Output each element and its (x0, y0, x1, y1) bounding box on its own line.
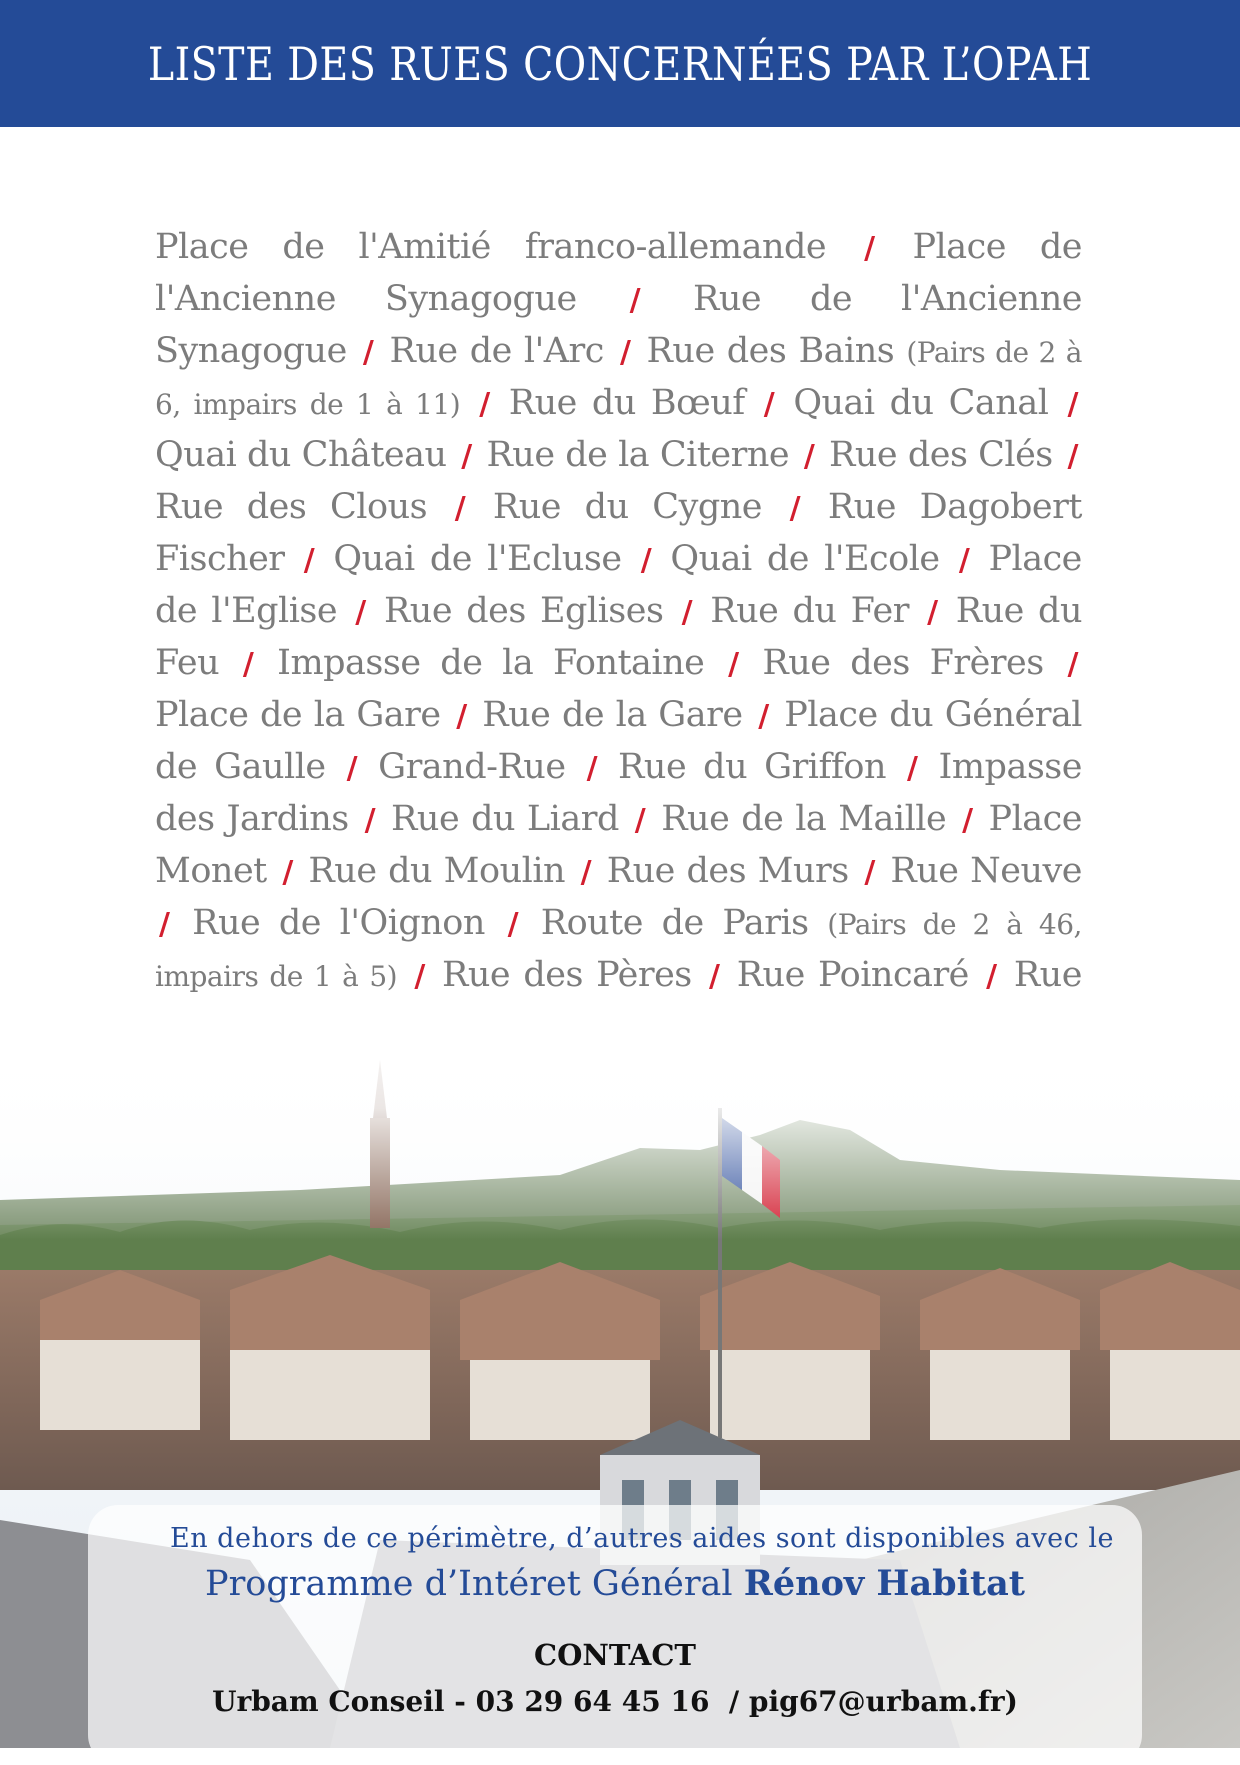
street-item: Rue de la Citerne (486, 435, 790, 475)
street-separator: / (355, 595, 366, 630)
street-separator: / (1067, 647, 1078, 682)
street-item: Place de l'Amitié franco-allemande (155, 227, 827, 267)
contact-title: CONTACT (533, 1638, 696, 1672)
street-separator: / (709, 959, 720, 994)
street-separator: / (303, 543, 315, 578)
street-note: (Pairs de 2 à 6, impairs de 1 à 11) (155, 336, 1082, 421)
street-item: Impasse de la Fontaine (277, 643, 705, 683)
street-item: Place de la Gare (155, 695, 441, 735)
street-separator: / (958, 543, 970, 578)
street-separator: / (454, 491, 466, 526)
street-item: Rue des Clous (155, 487, 428, 527)
street-separator: / (864, 855, 875, 890)
info-box (88, 1505, 1142, 1765)
street-item: Place de l'Ancienne Synagogue (155, 227, 1082, 319)
street-item: Quai du Canal (793, 383, 1049, 423)
street-separator: / (362, 335, 374, 370)
street-separator: / (461, 439, 472, 474)
street-separator: / (640, 543, 652, 578)
street-separator: / (803, 439, 815, 474)
street-item: Route de Paris (540, 903, 809, 943)
street-separator: / (629, 283, 641, 318)
street-item: Rue de la Gare (482, 695, 743, 735)
street-item: Rue Poincaré (736, 955, 969, 995)
street-separator: / (414, 959, 425, 994)
street-item: Rue du Moulin (308, 851, 566, 891)
street-item: Rue de la Maille (661, 799, 947, 839)
street-separator: / (364, 803, 376, 838)
header-banner (0, 0, 1240, 127)
program-title (88, 1563, 1142, 1604)
street-item: Impasse des Jardins (155, 747, 1082, 839)
street-item: Rue des Murs (606, 851, 849, 891)
street-item: Rue Neuve (890, 851, 1082, 891)
street-item: Rue de l'Ancienne Synagogue (155, 279, 1082, 371)
street-separator: / (586, 751, 598, 786)
page-title: LISTE DES RUES CONCERNÉES PAR L’OPAH (147, 36, 1093, 91)
street-item: Rue du Griffon (618, 747, 887, 787)
street-separator: / (580, 855, 592, 890)
street-separator: / (681, 595, 693, 630)
street-item: Rue Dagobert Fischer (155, 487, 1082, 579)
street-separator: / (927, 595, 938, 630)
street-item: Rue du Cygne (492, 487, 762, 527)
street-item: Rue du Feu (155, 591, 1082, 683)
street-separator: / (907, 751, 918, 786)
street-separator: / (242, 647, 254, 682)
street-separator: / (456, 699, 467, 734)
street-separator: / (789, 491, 801, 526)
street-separator: / (507, 907, 519, 942)
street-separator: / (962, 803, 973, 838)
street-separator: / (1067, 439, 1078, 474)
street-item: Place de l'Eglise (155, 539, 1082, 631)
street-item: Grand-Rue (378, 747, 566, 787)
street-separator: / (763, 387, 775, 422)
street-item: Rue de l'Arc (389, 331, 604, 371)
street-item: Rue des Pères (442, 955, 692, 995)
street-item: Rue (1013, 955, 1082, 995)
info-intro: En dehors de ce périmètre, d’autres aides sont disponibles avec le (170, 1523, 1114, 1554)
street-separator: / (1067, 387, 1078, 422)
street-separator: / (728, 647, 739, 682)
street-note: (Pairs de 2 à 46, impairs de 1 à 5) (155, 908, 1082, 993)
street-separator: / (634, 803, 646, 838)
street-separator: / (479, 387, 490, 422)
contact-details: Urbam Conseil - 03 29 64 45 16 / pig67@urbam.fr) (212, 1685, 1018, 1718)
street-separator: / (864, 231, 875, 266)
street-item: Place Monet (155, 799, 1082, 891)
street-item: Rue des Clés (829, 435, 1053, 475)
street-item: Place du Général de Gaulle (155, 695, 1083, 787)
street-item: Quai de l'Ecole (670, 539, 940, 579)
street-separator: / (346, 751, 358, 786)
photo-fade-overlay (0, 1000, 1240, 1240)
street-item: Rue des Frères (762, 643, 1044, 683)
street-item: Rue de l'Oignon (192, 903, 485, 943)
program-name: Programme d’Intéret Général (205, 1564, 733, 1604)
street-separator: / (758, 699, 769, 734)
street-item: Rue du Fer (710, 591, 909, 631)
street-separator: / (159, 907, 170, 942)
program-brand: Rénov Habitat (743, 1563, 1025, 1604)
street-item: Rue des Bains (646, 331, 895, 371)
street-item: Quai du Château (155, 435, 447, 475)
street-item: Rue des Eglises (383, 591, 664, 631)
street-item: Rue du Liard (391, 799, 619, 839)
street-separator: / (986, 959, 997, 994)
street-item: Rue du Bœuf (508, 383, 745, 423)
street-separator: / (619, 335, 631, 370)
street-separator: / (282, 855, 293, 890)
street-item: Quai de l'Ecluse (333, 539, 622, 579)
